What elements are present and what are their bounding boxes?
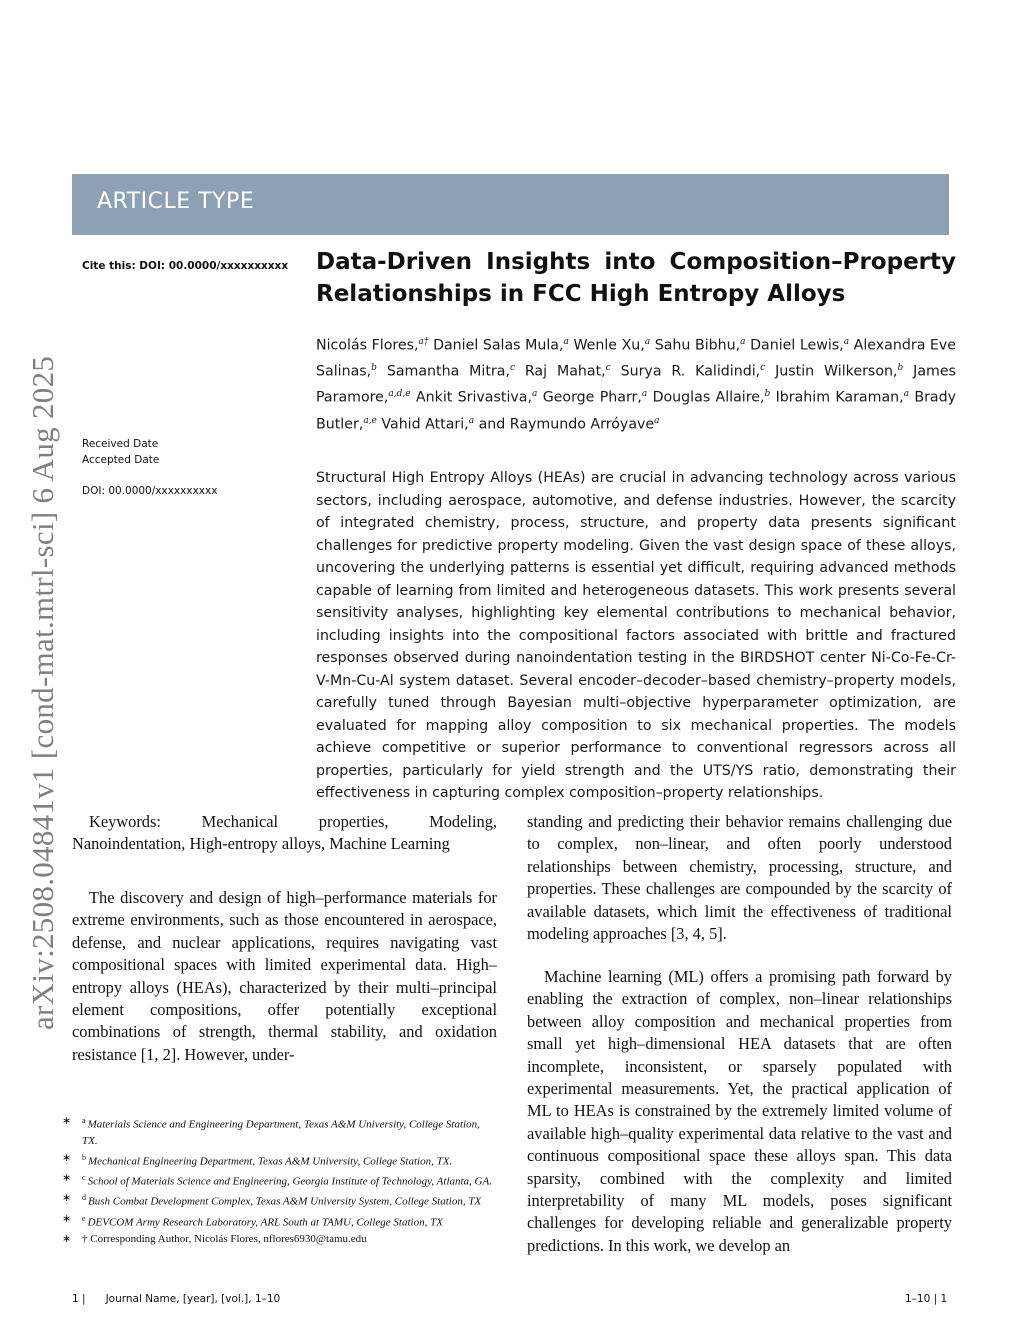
author-name: Sahu Bibhu, (654, 337, 741, 354)
author-affiliation-mark: a (654, 415, 660, 426)
footnote (62, 1113, 497, 1150)
cite-this: Cite this: DOI: 00.0000/xxxxxxxxxx (82, 260, 289, 272)
footnote-marker: ∗ (62, 1151, 72, 1164)
footnote-text: DEVCOM Army Research Laboratory, ARL South at TAMU, College Station, TX (87, 1216, 443, 1229)
author-affiliation-mark: b (764, 389, 771, 400)
author-affiliation-mark: c (509, 363, 515, 374)
accepted-date: Accepted Date (82, 454, 160, 466)
author-name: and Raymundo Arróyave (478, 416, 655, 433)
author-name: Ibrahim Karaman, (775, 390, 904, 407)
author-affiliation-mark: b (371, 363, 377, 374)
footnote-marker: ∗ (62, 1192, 72, 1205)
author-name: George Pharr, (542, 390, 642, 407)
author-name: James Paramore, (316, 363, 956, 407)
author-affiliation-mark: a† (418, 337, 429, 347)
paper-title: Data-Driven Insights into Composition–Property Relationships in FCC High Entropy Alloys (316, 249, 956, 307)
footnote-affiliation-mark: b (82, 1152, 88, 1162)
article-type-banner (72, 174, 949, 235)
author-name: Ankit Srivastiva, (415, 390, 532, 407)
intro-paragraph-1-text: The discovery and design of high–performance materials for extreme environments, such as those encountered in aerospace, defense, and nuclear applications, requires navigating vast compositional spaces with limited experimental data. High–entropy alloys (HEAs), characterized by their multi–principal element compositions, offer potentially exceptional combinations of strength, thermal stability, and oxidation resistance [1, 2]. However, under- (72, 888, 497, 1064)
author-affiliation-mark: a (644, 337, 651, 347)
author-name: Brady Butler, (316, 390, 957, 433)
intro-paragraph-continued-text: standing and predicting their behavior remains challenging due to complex, non–linear, and often poorly understood relationships between chemistry, processing, structure, and properties. These challenges are compounded by the scarcity of available datasets, which limit the effectiveness of traditional modeling approaches [3, 4, 5]. (527, 812, 952, 944)
footnote-marker: ∗ (62, 1115, 72, 1127)
doi-label: DOI: 00.0000/xxxxxxxxxx (82, 485, 218, 497)
footnote-text: Bush Combat Development Complex, Texas A&M University System, College Station, TX (88, 1196, 482, 1208)
footnote-text: Mechanical Engineering Department, Texas A&M University, College Station, TX. (88, 1155, 453, 1168)
author-name: Douglas Allaire, (652, 390, 765, 407)
author-list (316, 331, 956, 436)
footnote-text: Materials Science and Engineering Department, Texas A&M University, College Station, TX. (82, 1118, 480, 1148)
footer-page: 1–10 | 1 (905, 1293, 948, 1305)
footnote-affiliation-mark: a (82, 1116, 88, 1125)
footnote (62, 1190, 497, 1210)
author-affiliation-mark: a (641, 389, 648, 400)
abstract: Structural High Entropy Alloys (HEAs) are crucial in advancing technology across various sectors, including aerospace, automotive, and defense industries. However, the scarcity of integrated chemistry, process, structure, and property data presents significant challenges for predictive property modeling. Given the vast design space of these alloys, uncovering the underlying patterns is essential yet difficult, requiring advanced methods capable of learning from limited and heterogeneous datasets. This work presents several sensitivity analyses, highlighting key elemental contributions to mechanical behavior, including insights into the compositional factors associated with brittle and fractured responses observed during nanoindentation testing in the BIRDSHOT center Ni-Co-Fe-Cr-V-Mn-Cu-Al system dataset. Several encoder–decoder–based chemistry–property models, carefully tuned through Bayesian multi–objective hyperparameter optimization, are evaluated for mapping alloy composition to six mechanical properties. The models achieve competitive or superior performance to conventional regressors across all properties, particularly for yield strength and the UTS/YS ratio, demonstrating their effectiveness in capturing complex composition–property relationships. (316, 470, 956, 801)
author-name: Raj Mahat, (524, 363, 606, 380)
footer-journal: 1 | Journal Name, [year], [vol.], 1–10 (72, 1293, 281, 1305)
author-affiliation-mark: c (760, 363, 766, 374)
author-name: Daniel Lewis, (750, 337, 844, 354)
received-date: Received Date (82, 438, 159, 450)
footnote-affiliation-mark: c (82, 1173, 88, 1183)
author-affiliation-mark: a (563, 337, 569, 347)
author-affiliation-mark: a (843, 337, 850, 347)
footnote-text: School of Materials Science and Engineering, Georgia Institute of Technology, Atlanta, GA. (87, 1175, 492, 1188)
author-affiliation-mark: a (740, 337, 746, 347)
author-affiliation-mark: a (532, 389, 538, 400)
author-name: Surya R. Kalidindi, (620, 363, 761, 380)
footnote (62, 1231, 497, 1248)
author-name: Daniel Salas Mula, (433, 337, 564, 354)
intro-paragraph-2 (527, 966, 952, 1257)
author-affiliation-mark: c (605, 363, 611, 374)
author-name: Samantha Mitra, (386, 363, 510, 380)
footnote (62, 1170, 497, 1190)
footnote (62, 1150, 497, 1170)
author-name: Justin Wilkerson, (775, 363, 898, 380)
author-affiliation-mark: b (897, 363, 904, 374)
author-affiliation-mark: a (903, 389, 910, 400)
footnote-marker: ∗ (62, 1232, 72, 1245)
footnote-affiliation-mark: e (82, 1213, 88, 1223)
author-name: Alexandra Eve Salinas, (316, 337, 957, 380)
author-affiliation-mark: a,e (363, 415, 377, 426)
author-name: Vahid Attari, (381, 416, 469, 433)
keywords (72, 811, 497, 856)
footnote-text: † Corresponding Author, Nicolás Flores, nflores6930@tamu.edu (82, 1232, 367, 1245)
footnote (62, 1211, 497, 1231)
footnote-affiliation-mark: d (82, 1193, 88, 1203)
intro-paragraph-continued (527, 811, 952, 945)
author-affiliation-mark: a,d,e (388, 389, 411, 400)
keywords-text: Keywords: Mechanical properties, Modeling, Nanoindentation, High-entropy alloys, Machine Learning (72, 812, 497, 854)
affiliation-footnotes (62, 1113, 497, 1247)
footnote-marker: ∗ (62, 1172, 72, 1185)
footnote-marker: ∗ (62, 1212, 72, 1225)
arxiv-identifier: arXiv:2508.04841v1 [cond-mat.mtrl-sci] 6 Aug 2025 (25, 355, 60, 1030)
author-name: Wenle Xu, (573, 337, 645, 354)
author-affiliation-mark: a (468, 415, 475, 426)
article-type-label: ARTICLE TYPE (97, 189, 255, 214)
author-name: Nicolás Flores, (316, 337, 419, 354)
intro-paragraph-2-text: Machine learning (ML) offers a promising path forward by enabling the extraction of complex, non–linear relationships between alloy composition and mechanical properties from small yet high–dimensional HEA datasets that are often incomplete, inconsistent, or sparsely populated with experimental measurements. Yet, the practical application of ML to HEAs is constrained by the extremely limited volume of available high–quality experimental data relative to the vast and continuous compositional space these alloys span. This data sparsity, combined with the complexity and limited interpretability of many ML models, poses significant challenges for developing reliable and generalizable property predictions. In this work, we develop an (527, 967, 952, 1255)
intro-paragraph-1 (72, 887, 497, 1066)
